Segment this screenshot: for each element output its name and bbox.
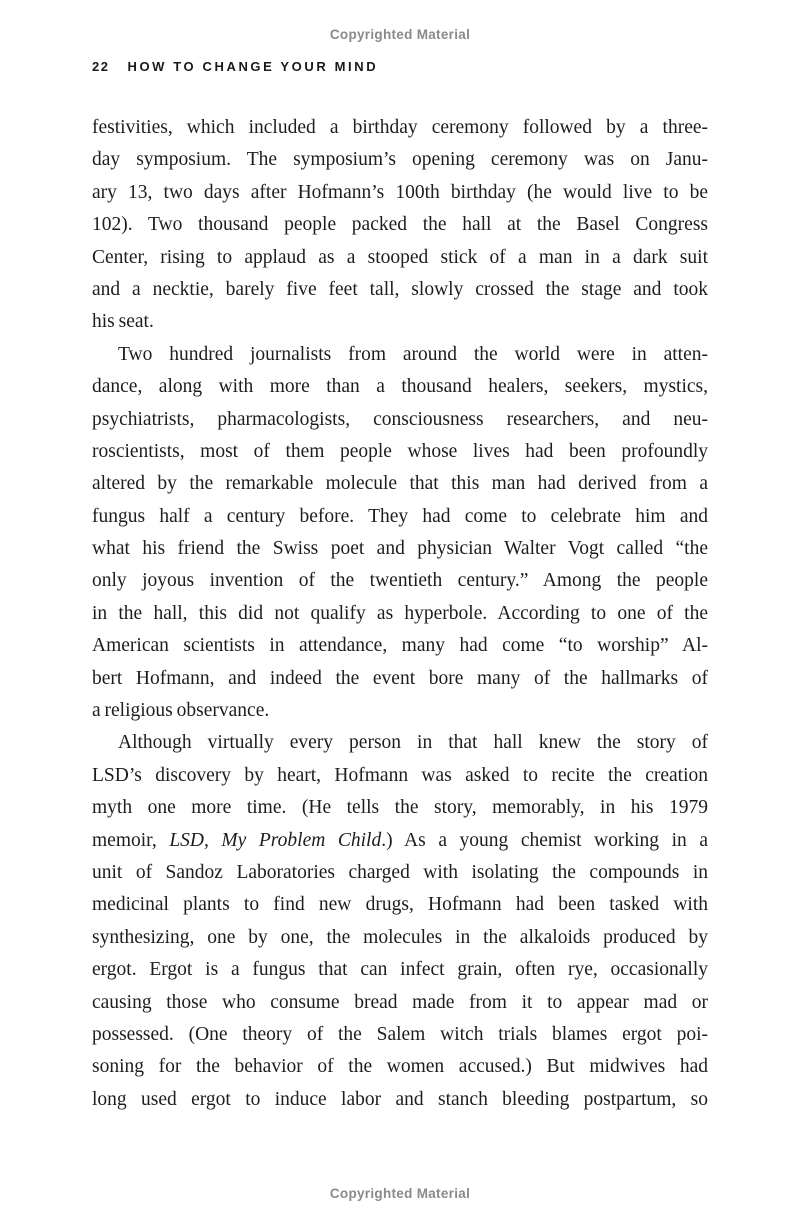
text-segment: in the hall, this did not qualify as hyperbole. According to one of the [92,602,708,624]
paragraph [92,339,708,728]
text-segment: festivities, which included a birthday ceremony followed by a three- [92,117,708,138]
text-segment: what his friend the Swiss poet and physician Walter Vogt called “the [92,538,708,560]
text-segment: Two hundred journalists from around the world were in atten- [118,343,708,365]
text-segment: 102). Two thousand people packed the hall at the Basel Congress [92,214,708,236]
text-segment: psychiatrists, pharmacologists, consciousness researchers, and neu- [92,408,708,430]
text-line [92,339,708,371]
text-segment: unit of Sandoz Laboratories charged with isolating the compounds in [92,861,708,883]
text-line [92,468,708,500]
text-segment: synthesizing, one by one, the molecules in the alkaloids produced by [92,926,708,948]
paragraph [92,727,708,1116]
italic-book-title: LSD, My Problem Child [169,829,382,851]
text-line [92,1051,708,1083]
text-line [92,598,708,630]
text-block [92,112,708,1116]
text-segment: his seat. [92,311,154,333]
text-line [92,306,708,338]
text-line [92,922,708,954]
text-segment: LSD’s discovery by heart, Hofmann was asked to recite the creation [92,764,708,786]
copyright-banner-top: Copyrighted Material [329,27,471,42]
text-line [92,889,708,921]
text-line [92,1084,708,1116]
text-segment: day symposium. The symposium’s opening ceremony was on Janu- [92,149,708,171]
running-header [92,59,378,74]
text-segment: only joyous invention of the twentieth century.” Among the people [92,570,708,592]
text-segment: roscientists, most of them people whose lives had been profoundly [92,440,708,462]
text-line [92,760,708,792]
text-line [92,695,708,727]
copyright-banner-bottom: Copyrighted Material [329,1186,471,1201]
text-line [92,630,708,662]
text-segment: Although virtually every person in that hall knew the story of [118,732,708,754]
text-segment: possessed. (One theory of the Salem witch trials blames ergot poi- [92,1023,708,1045]
text-line [92,177,708,209]
text-line [92,663,708,695]
text-line [92,1019,708,1051]
text-segment: and a necktie, barely five feet tall, slowly crossed the stage and took [92,278,708,300]
text-line [92,857,708,889]
text-segment: causing those who consume bread made from it to appear mad or [92,991,708,1013]
text-segment: memoir, [92,829,170,851]
text-segment: ary 13, two days after Hofmann’s 100th birthday (he would live to be [92,181,708,203]
text-line [92,274,708,306]
page-number: 22 [92,59,110,74]
text-line [92,404,708,436]
text-segment: a religious observance. [92,700,270,722]
text-line [92,209,708,241]
text-line [92,792,708,824]
paragraph [92,112,708,339]
text-line [92,727,708,759]
text-line [92,436,708,468]
text-segment: Center, rising to applaud as a stooped stick of a man in a dark suit [92,246,708,268]
text-line [92,242,708,274]
running-title: HOW TO CHANGE YOUR MIND [127,59,379,74]
text-line [92,987,708,1019]
text-segment: dance, along with more than a thousand healers, seekers, mystics, [92,376,708,398]
text-segment: .) As a young chemist working in a [381,829,708,851]
text-line [92,954,708,986]
text-line [92,565,708,597]
text-line [92,112,708,144]
text-segment: ergot. Ergot is a fungus that can infect grain, often rye, occasionally [92,959,708,981]
text-line [92,371,708,403]
text-segment: bert Hofmann, and indeed the event bore many of the hallmarks of [92,667,708,689]
text-line [92,501,708,533]
text-segment: soning for the behavior of the women accused.) But midwives had [92,1056,708,1078]
text-segment: altered by the remarkable molecule that this man had derived from a [92,473,708,495]
text-segment: medicinal plants to find new drugs, Hofmann had been tasked with [92,894,708,916]
text-line [92,825,708,857]
text-segment: fungus half a century before. They had come to celebrate him and [92,505,708,527]
text-segment: American scientists in attendance, many had come “to worship” Al- [92,635,708,657]
text-segment: myth one more time. (He tells the story, memorably, in his 1979 [92,797,708,819]
text-line [92,533,708,565]
text-segment: long used ergot to induce labor and stanch bleeding postpartum, so [92,1088,708,1110]
text-line [92,144,708,176]
